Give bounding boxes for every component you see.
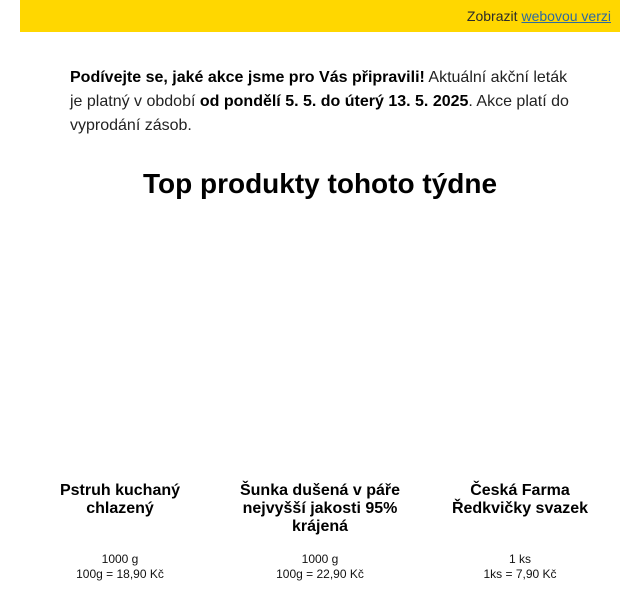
product-quantity: 1000 g [101, 552, 139, 566]
web-version-link[interactable]: webovou verzi [521, 8, 611, 24]
intro-paragraph [70, 66, 580, 138]
product-card[interactable] [220, 482, 420, 582]
product-unit-price: 1ks = 7,90 Kč [483, 567, 557, 581]
intro-text-1: Aktuální akční leták je platný v období [70, 69, 568, 110]
product-name[interactable]: Šunka dušená v páře nejvyšší jakosti 95% krájená [239, 482, 401, 535]
product-name[interactable]: Česká Farma Ředkvičky svazek [451, 482, 589, 517]
product-card[interactable] [420, 482, 620, 582]
product-card[interactable] [20, 482, 220, 582]
product-unit-price: 100g = 22,90 Kč [276, 567, 364, 581]
product-quantity: 1000 g [301, 552, 339, 566]
product-quantity: 1 ks [508, 552, 531, 566]
intro-date-range: od pondělí 5. 5. do úterý 13. 5. 2025 [199, 93, 469, 110]
section-title: Top produkty tohoto týdne [142, 168, 498, 199]
intro-text-2: . Akce platí do vyprodání zásob. [70, 93, 569, 134]
product-list [20, 482, 620, 582]
product-name[interactable]: Pstruh kuchaný chlazený [59, 482, 181, 517]
intro-bold-headline: Podívejte se, jaké akce jsme pro Vás připravili! [70, 69, 425, 86]
top-banner [20, 0, 620, 32]
product-unit-price: 100g = 18,90 Kč [76, 567, 164, 581]
view-web-prefix: Zobrazit [466, 8, 518, 24]
